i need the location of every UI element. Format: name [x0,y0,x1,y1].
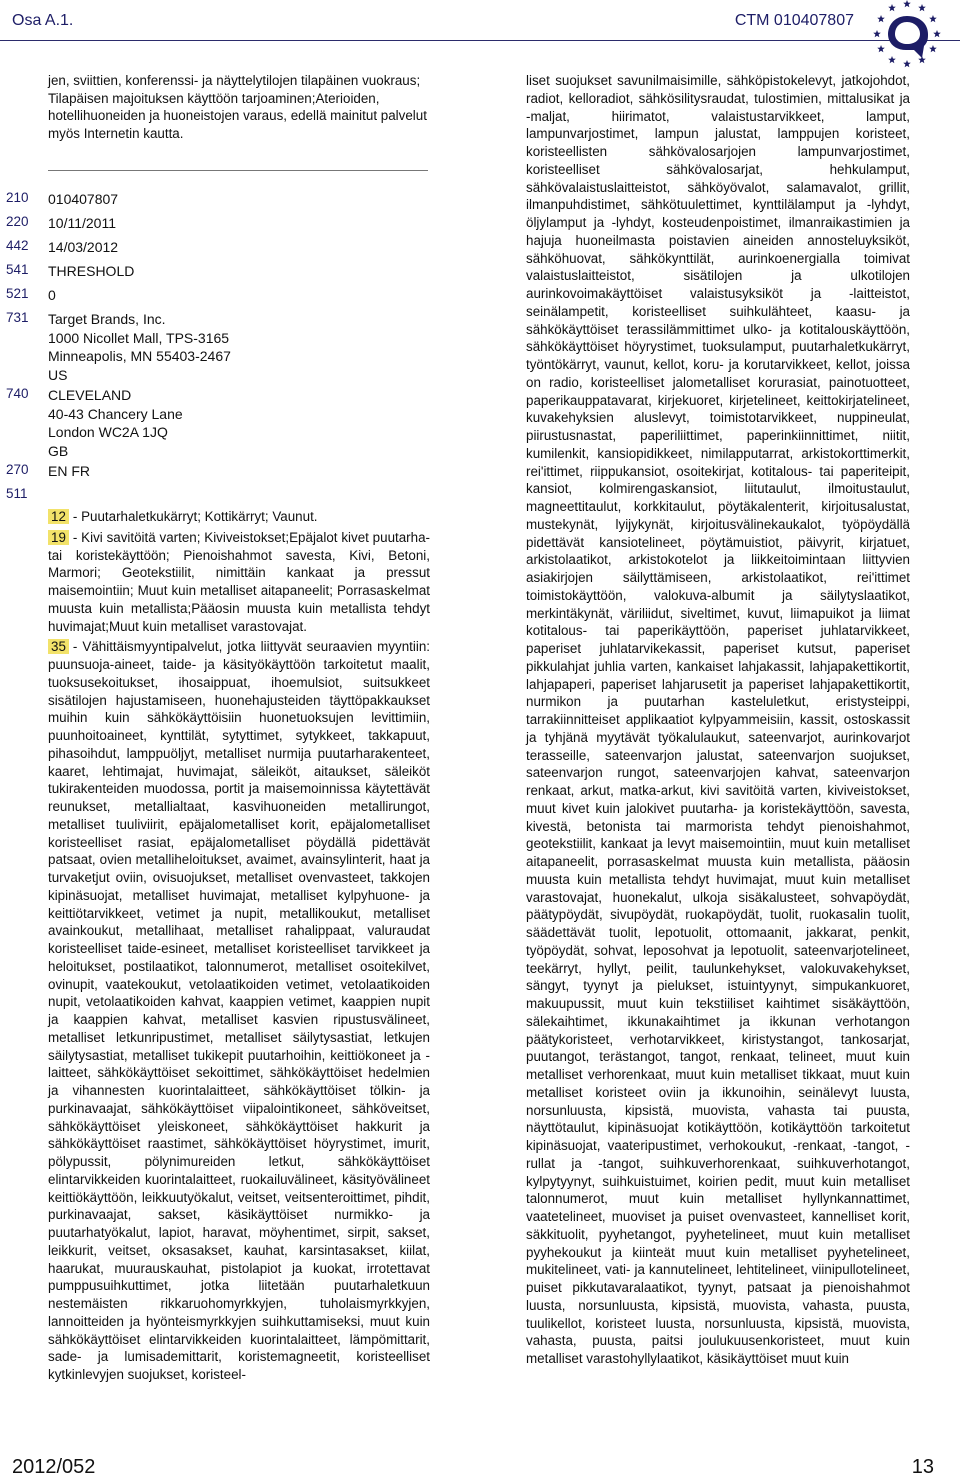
ctm-number: CTM 010407807 [734,12,854,29]
right-column [526,72,910,1368]
logo-star-icon [903,60,911,67]
field-code: 740 [6,386,29,401]
field-code: 521 [6,286,29,301]
field-value-line: THRESHOLD [48,263,135,279]
field-code: 731 [6,310,29,325]
class-entry [48,508,430,526]
logo-star-icon [918,4,926,11]
logo-star-icon [877,15,885,22]
class-text: - Vähittäismyyntipalvelut, jotka liittyvät seuraavien myyntiin: puunsuoja-aineet, taide- ja käsityökäyttöön tarkoitetut maalit, tuoksusekoitukset, ihosaippuat, ihoemulsiot, suitsukkeet sisätilojen hajustamiseen, huonehajusteiden täyttöpakkaukset muihin kuin sähkökäyttöisiin huonetuoksujen levittimiin, puunhoitoaineet, kynttilät, sytyttimet, sytykkeet, takkapuut, pihasoihdut, lamppuöljyt, metalliset nurmija puutarharakenteet, kaaret, lehtimajat, huvimajat, säleiköt, aitaukset, säleiköt tukirakenteiden muodossa, portit ja maisemoinnissa käytettävät reunukset, metallialtaat, kasvihuoneiden metallirungot, metalliset tuuliviirit, epäjalometalliset korit, epäjalometalliset koristeelliset rasiat, epäjalometalliset pöydällä pidettävät patsaat, ovien metalliheloitukset, avaimet, avainsylinterit, haat ja turvaketjut oviin, ovisuojukset, metalliset ovenvasteet, takkojen kipinäsuojat, metalliset huvimajat, metalliset kylpyhuone- ja keittiötarvikkeet, vetimet ja nupit, metallikoukut, metalliset avainkoukut, metallihaat, metalliset rahalippaat, valuraudat koristeelliset taide-esineet, metalliset koristeelliset tarvikkeet ja heloitukset, postilaatikot, talonnumerot, metalliset osoitekilvet, ovinupit, vaatekoukut, vetolaatikoiden vetimet, vetolaatikoiden nupit, vetolaatikoiden kahvat, kaappien vetimet, kaappien nupit ja kaappien kahvat, metalliset kasvien ripustusvälineet, metalliset letkunripustimet, metalliset säilytysastiat, letkujen säilytysastiat, metalliset tukikepit puutarhoihin, keittiökoneet ja -laitteet, sähkökäyttöiset sekoittimet, sähkökäyttöiset hedelmien ja vihannesten kuorintalaitteet, sähkökäyttöiset tölkin- ja purkinavaajat, sähkökäyttöiset viipalointikoneet, sähköveitset, sähkökäyttöiset yleiskoneet, sähkökäyttöiset hakkurit ja sähkökäyttöiset raastimet, sähkökäyttöiset höyrystimet, imurit, pölypussit, pölynimureiden letkut, sähkökäyttöiset elintarvikkeiden kuorintalaitteet, ruokailuvälineet, käsityövälineet keittiökäyttöön, leikkuutyökalut, veitset, veitsenteroittimet, pihdit, purkinavaajat, sakset, käsikäyttöiset nurmikko- ja puutarhatyökalut, lapiot, haravat, möyhentimet, sirpit, sakset, leikkurit, veitset, oksasakset, kauhat, karsintasakset, kiilat, haarukat, muurauskauhat, pistolapiot ja kuokat, irrotettavat pumppusuihkuttimet, jotka liitetään puutarhaletkuun nestemäisten rikkaruohomyrkkyjen, tuholaismyrkkyjen, lannoitteiden ja hyönteismyrkkyjen suihkuttamiseksi, muut kuin sähkökäyttöiset elintarvikkeiden kuorintalaitteet, lämpömittarit, sade- ja lumisademittarit, koristemagneetit, koristeelliset kytkinlevyjen suojukset, koristeel- [48,639,430,1382]
logo-star-icon [888,4,896,11]
field-code: 220 [6,214,29,229]
field-value [48,238,430,257]
class-entry [48,638,430,1384]
field-code: 442 [6,238,29,253]
logo-star-icon [929,45,937,52]
logo-star-icon [929,15,937,22]
field-value-line: Target Brands, Inc. [48,311,166,327]
logo-star-icon [903,0,911,7]
separator-line [48,170,428,171]
field-value-line: London WC2A 1JQ [48,424,168,440]
field-value-line: GB [48,442,69,459]
page-header [0,0,960,41]
field-code: 270 [6,462,29,477]
class-number: 35 [48,639,69,654]
goods-services-classes [48,508,430,1387]
logo-star-icon [888,56,896,63]
field-value [48,286,430,305]
field-value-line: 010407807 [48,191,119,207]
field-value-line: 10/11/2011 [48,215,116,231]
field-value [48,262,430,281]
logo-star-icon [877,45,885,52]
field-value [48,386,430,460]
class-text: - Kivi savitöitä varten; Kiviveistokset;Epäjalot kivet puutarha- tai koristekäyttöön; Pienoishahmot savesta, Kivi, Betoni, Marmori; Geotekstiilit, nimittäin kankaat ja pressut maisemointiin; Muut kuin metalliset aitapaneelit; Porrasaskelmat muusta kuin metallista;Pääosin muusta kuin metallista tehdyt huvimajat;Muut kuin metalliset varastovajat. [48,529,430,634]
field-value-line: 40-43 Chancery Lane [48,405,183,422]
field-code: 541 [6,262,29,277]
section-label: Osa A.1. [12,12,74,29]
intro-text: jen, sviittien, konferenssi- ja näyttelytilojen tilapäinen vuokraus; Tilapäisen majoituksen käyttöön tarjoaminen;Aterioiden, hotellihuoneiden ja huoneistojen varaus, edellä mainitut palvelut myös Internetin kautta. [48,73,427,142]
issue-number: 2012/052 [12,1456,96,1478]
ohim-logo-icon [866,0,948,70]
field-code: 210 [6,190,29,205]
field-code: 511 [6,486,28,501]
intro-paragraph-wrap [48,72,430,143]
logo-star-icon [873,30,881,37]
field-value-line: 0 [48,287,56,303]
class-entry [48,529,430,636]
field-value [48,310,430,384]
class-text: - Puutarhaletkukärryt; Kottikärryt; Vaunut. [72,509,318,524]
field-value-line: 1000 Nicollet Mall, TPS-3165 [48,329,230,346]
field-value-line: CLEVELAND [48,387,132,403]
field-value-line: US [48,366,68,383]
logo-star-icon [933,30,941,37]
right-column-text: liset suojukset savunilmaisimille, sähköpistokelevyt, jatkojohdot, radiot, kelloradiot, sähkösilitysraudat, tulostimien, mittalusikat ja -maljat, hiirimatot, valaistustarvikkeet, lamput, lampunvarjostimet, lampun jalustat, lamppujen koristeet, koristeellisten sähkövalosarjojen lampunvarjostimet, koristeelliset sähkövalosarjat, hehkulamput, sähkövalaistuslaitteistot, sähköyövalot, salamavalot, grillit, ilmanpuhdistimet, sähkötuulettimet, kynttilälamput ja -lyhdyt, öljylamput ja -lyhdyt, kosteudenpoistimet, ilmanraikastimien ja hajuja huoneilmasta poistavien aineiden annosteluyksiköt, sähköhuovat, sähkökynttilät, aurinkoenergialla toimivat valaistuslaitteistot, sisätilojen ja ulkotilojen aurinkovoimakäyttöiset valaistusyksiköt ja -laitteistot, seinälampetit, koristeelliset suihkulähteet, kaasu- ja sähkökäyttöiset terassilämmittimet ulko- ja kotitalouskäyttöön, sähkökäyttöiset höyrystimet, tuoksulamput, puutarhaletkukärryt, työntökärryt, vaunut, kellot, koru- ja korutarvikkeet, kellot, joissa on radio, koristeelliset jalometalliset korurasiat, painotuotteet, paperikauppatavarat, kirjekuoret, kirjetelineet, keittokirjatelineet, kuvakehyksien aluslevyt, toimistotarvikkeet, nuppineulat, piirustusnastat, paperiliittimet, paperinkiinnittimet, niitit, kumilenkit, kansiopidikkeet, nimilapputarrat, arkistokorttimerkit, rei'ittimet, riippukansiot, osoitekirjat, kotitalous- tai paperiteipit, kansiot, kolmirengaskansiot, liitutaulut, ilmoitustaulut, magneettitaulut, korkkitaulut, pöytäkalenterit, kirjoitusalustat, mustekynät, lyijykynät, kirjoitusvälinekaukalot, työpöydällä pidettävät kansiotelineet, pöytämuistiot, päivyrit, kirjatuet, arkistolaatikot, arkistokotelot ja liikkeitoimintaan liittyvien asiakirjojen säilyttämiseen, arkistolaatikot, rei'ittimet toimistokäyttöön, valokuva-albumit ja säilytyslaatikot, merkintäkynät, väriliidut, siveltimet, kuvut, liimapuikot ja liimat kotitalous- tai paperikäyttöön, paperiset juhlatarvikkeet, paperiset juhlatarvikekassit, paperiset kutsut, paperiset pikkulahjat juhlia varten, kankaiset lahjakassit, lahjapakettikortit, lahjapaperi, paperiset lahjarusetit ja paperiset lahjapakettikortit, nurmikon ja puutarhan kasteluletkut, eristysteippi, tarrakiinnitteiset applikaatiot kylpyammeisiin, kassit, ostoskassit ja tyhjänä myytävät työkalulaukut, sateenvarjot, aurinkovarjot terasseille, sateenvarjon jalustat, sateenvarjon suojukset, sateenvarjon rungot, sateenvarjojen kahvat, sateenvarjon renkaat, arkut, matka-arkut, kivi savitöitä varten, kiviveistokset, muut kivet kuin jalokivet puutarha- ja koristekäyttöön, savesta, kivestä, betonista tai marmorista tehdyt pienoishahmot, geotekstiilit, kankaat ja levyt maisemointiin, muut kuin metalliset aitapaneelit, porrasaskelmat muusta kuin metallista, pääosin muusta kuin metallista tehdyt huvimajat, muut kuin metalliset varastovajat, huonekalut, ulkoja sisäkalusteet, sohvapöydät, päätypöydät, sivupöydät, ruokapöydät, tuolit, ruokasalin tuolit, säädettävät tuolit, lepotuolit, ottomaanit, jakkarat, penkit, työpöydät, sohvat, leposohvat ja lepotuolit, sateenvarjotelineet, teekärryt, hyllyt, peilit, taulunkehykset, valokuvakehykset, sängyt, tyynyt ja pielukset, istuintyynyt, simpukankuoret, makuupussit, muut kuin tekstiiliset kaihtimet sisäkäyttöön, sälekaihtimet, ikkunakaihtimet ja ikkunan verhotangon päätykoristeet, verhotarvikkeet, kiristystangot, tankosarjat, puutangot, terästangot, tangot, renkaat, telineet, muut kuin metalliset verhorenkaat, muut kuin metalliset tikkaat, muut kuin metalliset koristeet oviin ja ikkunoihin, seinälevyt luusta, norsunluusta, kipsistä, muovista, vahasta tai puusta, näyttötaulut, kipinäsuojat kotikäyttöön, kotikäyttöön tarkoitetut kipinäsuojat, vaateripustimet, verhokoukut, -renkaat, -tangot, -rullat ja -tangot, suihkuverhorenkaat, suihkuverhotangot, kylpytyynyt, suihkuistuimet, koirien pedit, muut kuin metalliset talonnumerot, muut kuin metalliset hyllynkannattimet, vaatetelineet, muoviset ja puiset ovenvasteet, kannelliset korit, säkkituolit, pyyhetangot, pyyhetelineet, muut kuin metalliset pyyhekoukut ja kiinteät muut kuin metalliset pyyhetelineet, mukitelineet, vati- ja kannutelineet, lehtitelineet, viinipullotelineet, puiset pikkutavaralaatikot, tyynyt, patsaat ja pienoishahmot luusta, norsunluusta, kipsistä, muovista, vahasta, puusta, tuulikellot, koristeet luusta, norsunluusta, kipsistä, muovista, vahasta, puusta, paitsi joulukuusenkoristeet, muut kuin metalliset varastohyllylaatikot, käsikäyttöiset muut kuin [526,73,910,1366]
field-value [48,462,430,481]
field-value [48,190,430,209]
class-number: 12 [48,509,69,524]
field-value-line: Minneapolis, MN 55403-2467 [48,348,231,364]
class-number: 19 [48,530,69,545]
field-value-line: 14/03/2012 [48,239,119,255]
field-value-line: EN FR [48,463,90,479]
page-number: 13 [911,1456,934,1478]
field-value [48,214,430,233]
